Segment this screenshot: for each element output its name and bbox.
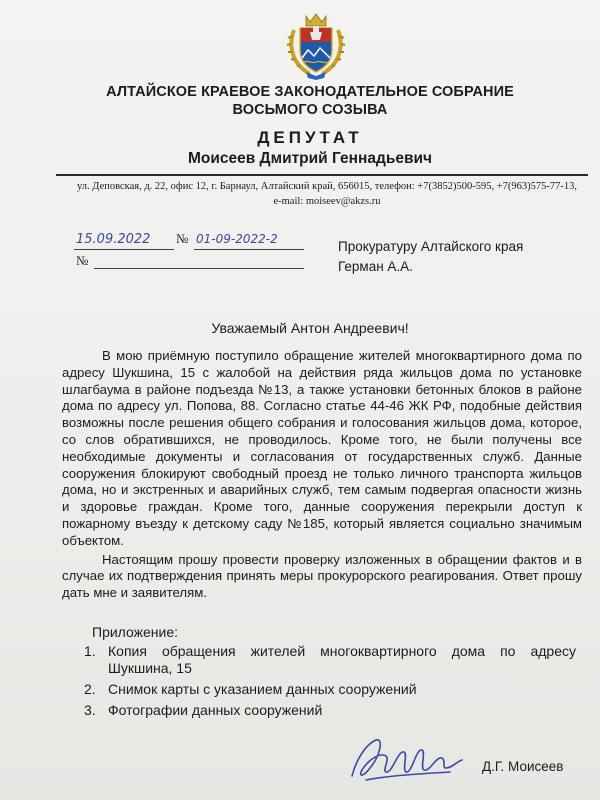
registration-block: [58, 223, 318, 273]
number-label: №: [176, 231, 189, 246]
number-underline: [194, 249, 304, 250]
list-item: [84, 643, 576, 677]
registration-number: 01-09-2022-2: [196, 232, 278, 246]
attachments-title: Приложение:: [92, 624, 179, 640]
recipient-person: Герман А.А.: [338, 259, 413, 274]
header-divider: [56, 174, 588, 176]
signer-name: Д.Г. Моисеев: [482, 759, 564, 774]
deputy-name: Моисеев Дмитрий Геннадьевич: [187, 150, 433, 167]
contact-address: ул. Деповская, д. 22, офис 12, г. Барнаул, Алтайский край, 656015, телефон: +7(3852)500-595, +7(963)575-77-13, e-mail: moiseev@akzs.ru: [77, 181, 577, 207]
paragraph: Настоящим прошу провести проверку изложенных в обращении фактов и в случае их подтверждения принять меры прокурорского реагирования. Ответ прошу дать мне и заявителям.: [62, 551, 582, 601]
item-text: Фотографии данных сооружений: [108, 702, 323, 718]
recipient-block: [338, 237, 523, 277]
letter-body: [62, 348, 582, 602]
item-number: 1.: [84, 643, 96, 659]
organization-name: АЛТАЙСКОЕ КРАЕВОЕ ЗАКОНОДАТЕЛЬНОЕ СОБРАНИЕ: [106, 84, 514, 100]
item-text: Снимок карты с указанием данных сооружений: [108, 681, 417, 697]
convocation: ВОСЬМОГО СОЗЫВА: [232, 102, 388, 118]
recipient-organization: Прокуратуру Алтайского края: [338, 239, 524, 254]
item-number: 2.: [84, 681, 96, 697]
incoming-number-underline: [94, 268, 304, 269]
list-item: [84, 702, 576, 719]
paragraph: В мою приёмную поступило обращение жителей многоквартирного дома по адресу Шукшина, 15 с жалобой на действия ряда жильцов дома по установке шлагбаума в районе подъезда №13, а также установки бетонных блоков в районе дома по адресу ул. Попова, 88. Согласно статье 44-46 ЖК РФ, подобные действия возможны после решения общего собрания и голосования жильцов дома, которое, со слов обратившихся, не проводилось. Кроме того, не были получены все необходимые документы и согласования от государственных служб. Данные сооружения блокируют свободный проезд не только личного транспорта жильцов дома, но и экстренных и аварийных служб, тем самым подвергая опасности жизнь и здоровье граждан. Кроме того, данные сооружения перекрыли доступ к пожарному въезду к детскому саду №185, который является социально значимым объектом.: [62, 348, 582, 548]
coat-of-arms-icon: [284, 10, 348, 80]
document-title: ДЕПУТАТ: [257, 128, 363, 147]
greeting: Уважаемый Антон Андреевич!: [211, 320, 409, 336]
attachments-list: [84, 643, 576, 723]
incoming-number-label: №: [76, 253, 89, 268]
list-item: [84, 681, 576, 698]
date-underline: [74, 249, 174, 250]
handwritten-signature-icon: [346, 730, 466, 786]
item-number: 3.: [84, 702, 96, 718]
item-text: Копия обращения жителей многоквартирного дома по адресу Шукшина, 15: [108, 643, 576, 676]
registration-date: 15.09.2022: [76, 232, 151, 247]
